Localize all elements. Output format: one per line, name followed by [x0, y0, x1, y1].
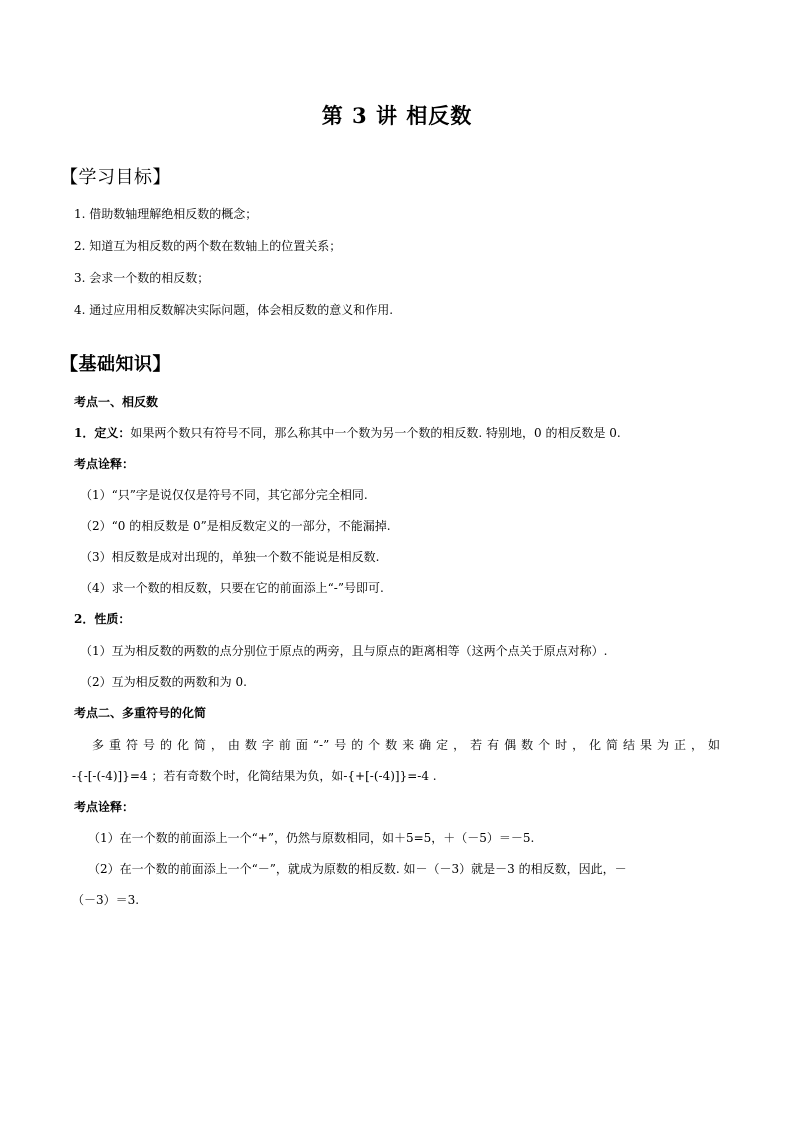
- point1-title: 考点一、相反数: [74, 395, 159, 409]
- note-item: （3）相反数是成对出现的，单独一个数不能说是相反数.: [80, 550, 380, 564]
- basics-heading: 【基础知识】: [60, 354, 171, 375]
- note-item: （2）“0 的相反数是 0”是相反数定义的一部分，不能漏掉.: [80, 519, 391, 533]
- point2-paragraph-line2: -{-[-(-4)]}=4 ；若有奇数个时，化简结果为负，如-{+[-(-4)]}=-4 .: [72, 769, 437, 783]
- goal-item: 1. 借助数轴理解绝相反数的概念；: [74, 207, 258, 221]
- point2-note: （2）在一个数的前面添上一个“－”，就成为原数的相反数. 如－（－3）就是－3 的相反数，因此，－: [88, 862, 627, 876]
- page-title: 第 3 讲 相反数: [321, 103, 473, 128]
- property-item: （1）互为相反数的两数的点分别位于原点的两旁，且与原点的距离相等（这两个点关于原点对称）.: [80, 644, 608, 658]
- goals-heading: 【学习目标】: [60, 167, 171, 188]
- definition-text: 如果两个数只有符号不同，那么称其中一个数为另一个数的相反数. 特别地，0 的相反数是 0.: [130, 426, 621, 440]
- property-item: （2）互为相反数的两数和为 0.: [80, 675, 247, 689]
- point2-title: 考点二、多重符号的化简: [74, 706, 207, 720]
- definition-label: 1．定义：: [74, 426, 131, 440]
- note-item: （4）求一个数的相反数，只要在它的前面添上“-”号即可.: [80, 581, 384, 595]
- point2-note: （1）在一个数的前面添上一个“+”，仍然与原数相同，如＋5=5，＋（－5）＝－5.: [88, 831, 535, 845]
- property-label: 2．性质：: [74, 612, 131, 626]
- point2-note-title: 考点诠释：: [74, 800, 135, 814]
- point2-paragraph-line1: 多重符号的化简，由数字前面“-”号的个数来确定，若有偶数个时，化简结果为正，如: [92, 738, 720, 752]
- note-item: （1）“只”字是说仅仅是符号不同，其它部分完全相同.: [80, 488, 368, 502]
- definition-line: [74, 425, 621, 441]
- goal-item: 3. 会求一个数的相反数；: [74, 271, 210, 285]
- point1-note-title: 考点诠释：: [74, 457, 135, 471]
- point2-note: （－3）＝3.: [72, 893, 140, 907]
- goal-item: 4. 通过应用相反数解决实际问题，体会相反数的意义和作用.: [74, 303, 394, 317]
- goal-item: 2. 知道互为相反数的两个数在数轴上的位置关系；: [74, 239, 342, 253]
